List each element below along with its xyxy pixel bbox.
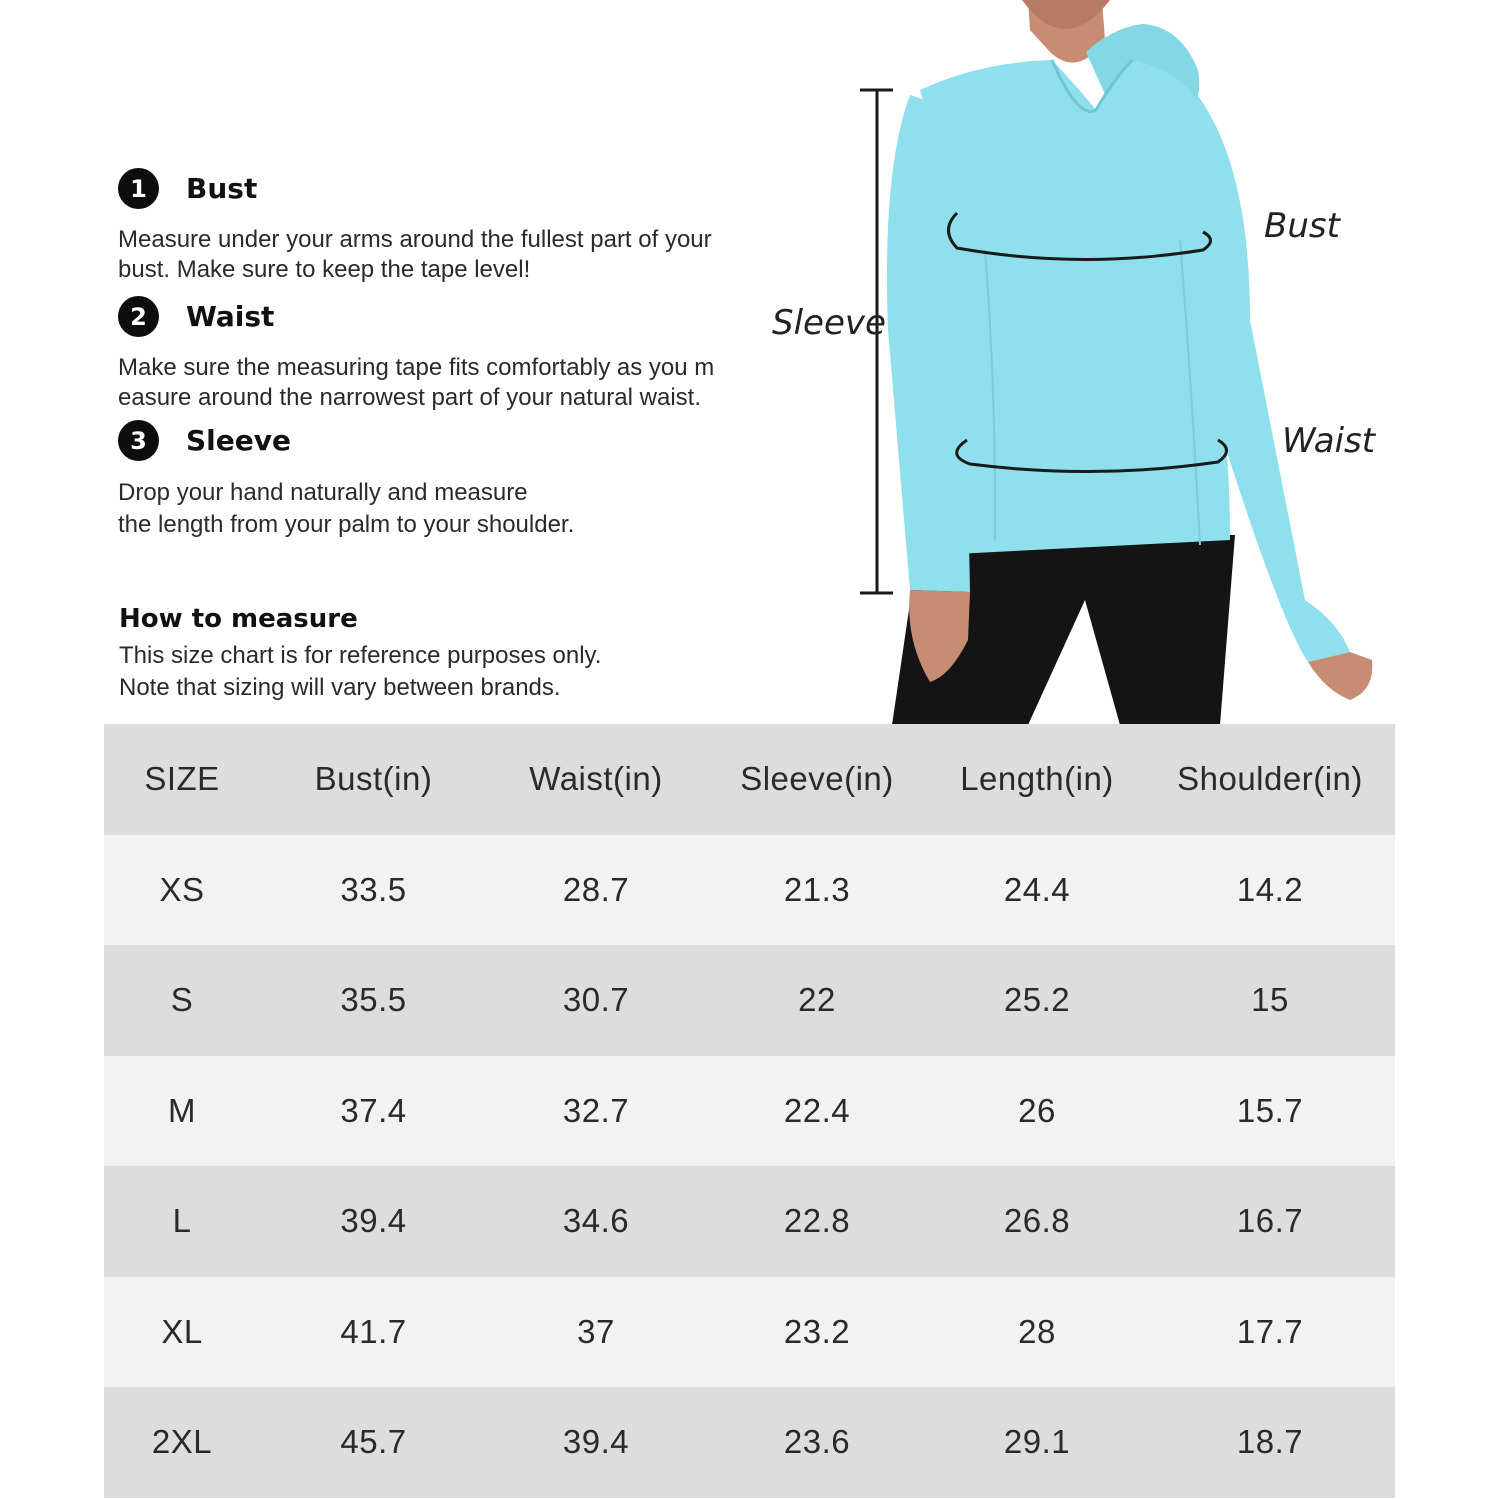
length-cell: 26 (1018, 1091, 1056, 1129)
step-bust (118, 168, 712, 285)
waist-cell: 30.7 (562, 981, 630, 1019)
sleeve-cell: 23.6 (783, 1423, 851, 1461)
waist-cell: 32.7 (562, 1091, 630, 1129)
how-to-measure (119, 604, 601, 704)
header-length: Length(in) (960, 760, 1114, 798)
size-chart-table (104, 724, 1395, 1498)
bust-cell: 45.7 (340, 1423, 407, 1461)
waist-label: Waist (1282, 421, 1376, 461)
bust-cell: 33.5 (340, 870, 407, 908)
size-cell: XL (161, 1312, 203, 1350)
header-bust: Bust(in) (314, 760, 433, 798)
model-figure (760, 0, 1500, 725)
bust-cell: 39.4 (340, 1202, 407, 1240)
bust-cell: 35.5 (340, 981, 407, 1019)
shoulder-cell: 15 (1251, 981, 1289, 1019)
size-cell: S (170, 981, 194, 1019)
step-title: Waist (186, 300, 275, 333)
size-cell: 2XL (151, 1423, 213, 1461)
step-waist (118, 296, 714, 413)
torso-shape (920, 60, 1230, 555)
waist-cell: 34.6 (562, 1202, 630, 1240)
step-title: Sleeve (186, 424, 291, 457)
bust-cell: 41.7 (340, 1312, 407, 1350)
step-sleeve (118, 420, 574, 541)
size-cell: M (168, 1091, 196, 1129)
length-cell: 24.4 (1003, 870, 1071, 908)
sleeve-cell: 22.8 (783, 1202, 851, 1240)
step-title: Bust (186, 172, 258, 205)
sleeve-cell: 22 (798, 981, 836, 1019)
waist-cell: 39.4 (562, 1423, 630, 1461)
table-header-row (104, 724, 1395, 835)
step-description: Measure under your arms around the fullest part of your bust. Make sure to keep the tape level! (118, 226, 712, 283)
shoulder-cell: 14.2 (1236, 870, 1304, 908)
how-to-measure-note: This size chart is for reference purposes only. Note that sizing will vary between brands. (119, 642, 602, 701)
how-to-measure-title: How to measure (119, 604, 358, 634)
waist-cell: 37 (577, 1312, 615, 1350)
length-cell: 29.1 (1003, 1423, 1071, 1461)
length-cell: 28 (1018, 1312, 1056, 1350)
size-cell: XS (159, 870, 205, 908)
table-row (104, 1166, 1395, 1277)
step-number-badge: 2 (118, 296, 159, 337)
table-row (104, 1387, 1395, 1498)
length-cell: 25.2 (1003, 981, 1071, 1019)
shoulder-cell: 16.7 (1236, 1202, 1304, 1240)
sleeve-cell: 21.3 (783, 870, 851, 908)
sleeve-label: Sleeve (772, 303, 886, 343)
step-number-badge: 1 (118, 168, 159, 209)
step-number-badge: 3 (118, 420, 159, 461)
step-description: Make sure the measuring tape fits comfortably as you m easure around the narrowest part of your natural waist. (118, 354, 715, 411)
model-illustration (760, 0, 1500, 725)
length-cell: 26.8 (1003, 1202, 1071, 1240)
shoulder-cell: 15.7 (1236, 1091, 1304, 1129)
header-size: SIZE (144, 760, 220, 798)
table-row (104, 945, 1395, 1056)
step-description: Drop your hand naturally and measure the length from your palm to your shoulder. (118, 479, 575, 538)
header-shoulder: Shoulder(in) (1177, 760, 1363, 798)
waist-cell: 28.7 (562, 870, 630, 908)
header-waist: Waist(in) (529, 760, 663, 798)
header-sleeve: Sleeve(in) (740, 760, 894, 798)
sleeve-cell: 22.4 (783, 1091, 851, 1129)
bust-label: Bust (1264, 206, 1340, 246)
table-row (104, 1056, 1395, 1167)
shoulder-cell: 17.7 (1236, 1312, 1304, 1350)
sleeve-cell: 23.2 (783, 1312, 851, 1350)
size-cell: L (172, 1202, 192, 1240)
bust-cell: 37.4 (340, 1091, 407, 1129)
table-row (104, 1277, 1395, 1388)
shoulder-cell: 18.7 (1236, 1423, 1304, 1461)
table-row (104, 835, 1395, 946)
